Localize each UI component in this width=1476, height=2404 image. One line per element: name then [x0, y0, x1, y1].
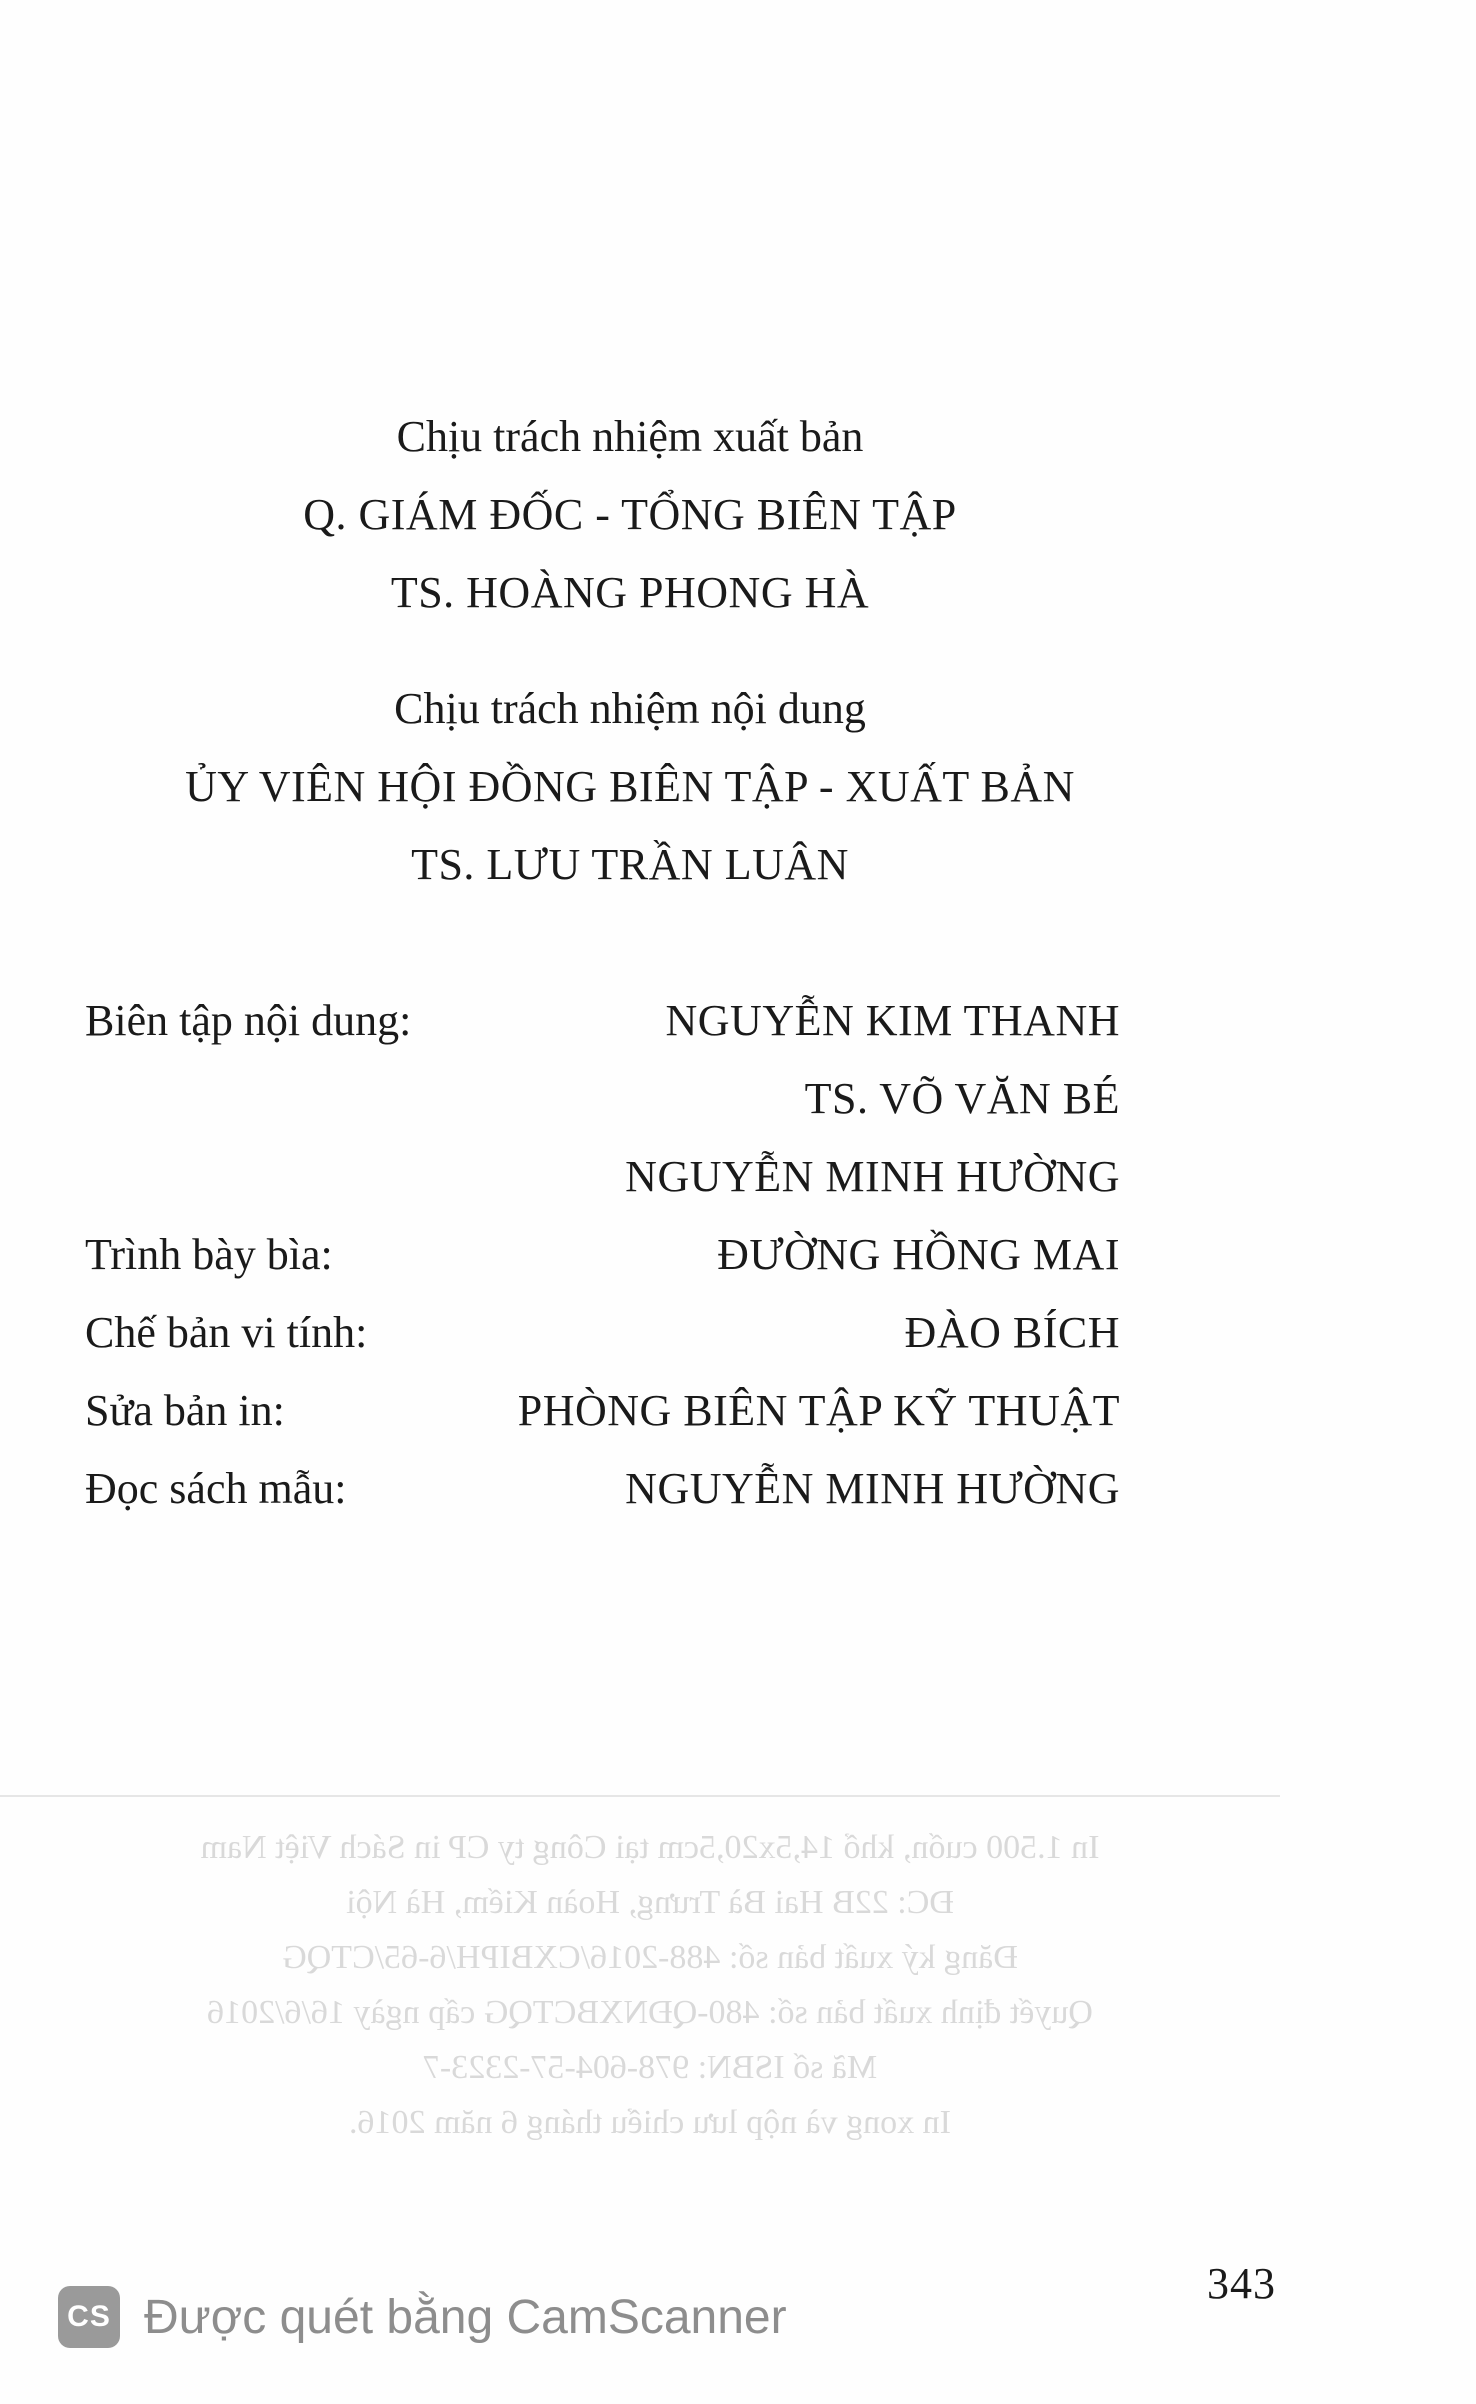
show-through-line: Quyết định xuất bản số: 480-QĐNXBCTQG cấp ngày 16/6/2016: [207, 1994, 1093, 2031]
credit-name: TS. VÕ VĂN BÉ: [804, 1074, 1120, 1123]
credit-role: Trình bày bìa:: [85, 1230, 333, 1279]
credit-name: ĐÀO BÍCH: [904, 1308, 1120, 1357]
credit-row: [85, 1463, 1120, 1541]
content-responsibility: [0, 670, 1260, 904]
show-through-line: ĐC: 22B Hai Bà Trưng, Hoàn Kiếm, Hà Nội: [346, 1884, 954, 1921]
credit-role: Đọc sách mẫu:: [85, 1464, 347, 1513]
content-title: ỦY VIÊN HỘI ĐỒNG BIÊN TẬP - XUẤT BẢN: [185, 762, 1075, 811]
camscanner-logo-icon: CS: [58, 2286, 120, 2348]
publication-name: TS. HOÀNG PHONG HÀ: [390, 568, 870, 617]
publication-heading: Chịu trách nhiệm xuất bản: [396, 412, 864, 461]
camscanner-watermark: [58, 2286, 787, 2348]
credit-row: [85, 995, 1120, 1073]
credit-name: NGUYỄN KIM THANH: [665, 996, 1120, 1045]
page-number: 343: [1207, 2259, 1276, 2308]
credits-list: [85, 995, 1120, 1541]
credit-role: Chế bản vi tính:: [85, 1308, 368, 1357]
publication-responsibility: [0, 398, 1260, 632]
credit-row: [85, 1385, 1120, 1463]
credit-row: [85, 1307, 1120, 1385]
show-through-colophon: [0, 1820, 1300, 2150]
credit-name: NGUYỄN MINH HƯỜNG: [625, 1152, 1120, 1201]
show-through-line: Mã số ISBN: 978-604-57-2323-7: [422, 2049, 878, 2086]
publication-title: Q. GIÁM ĐỐC - TỔNG BIÊN TẬP: [303, 490, 957, 539]
credit-name: PHÒNG BIÊN TẬP KỸ THUẬT: [517, 1386, 1120, 1435]
content-heading: Chịu trách nhiệm nội dung: [394, 684, 866, 733]
credit-name: NGUYỄN MINH HƯỜNG: [625, 1464, 1120, 1513]
content-name: TS. LƯU TRẦN LUÂN: [411, 840, 849, 889]
credit-role: Sửa bản in:: [85, 1386, 285, 1435]
show-through-rule: [0, 1795, 1280, 1797]
show-through-line: In xong và nộp lưu chiểu tháng 6 năm 2016.: [349, 2104, 951, 2141]
credit-row: [85, 1151, 1120, 1229]
credit-row: [85, 1073, 1120, 1151]
credit-name: ĐƯỜNG HỒNG MAI: [717, 1230, 1120, 1279]
credit-role: Biên tập nội dung:: [85, 996, 412, 1045]
show-through-line: In 1.500 cuốn, khổ 14,5x20,5cm tại Công ty CP in Sách Việt Nam: [200, 1829, 1100, 1866]
watermark-text: Được quét bằng CamScanner: [144, 2290, 787, 2344]
show-through-line: Đăng ký xuất bản số: 488-2016/CXBIPH/6-65/CTQG: [282, 1939, 1018, 1976]
credit-row: [85, 1229, 1120, 1307]
